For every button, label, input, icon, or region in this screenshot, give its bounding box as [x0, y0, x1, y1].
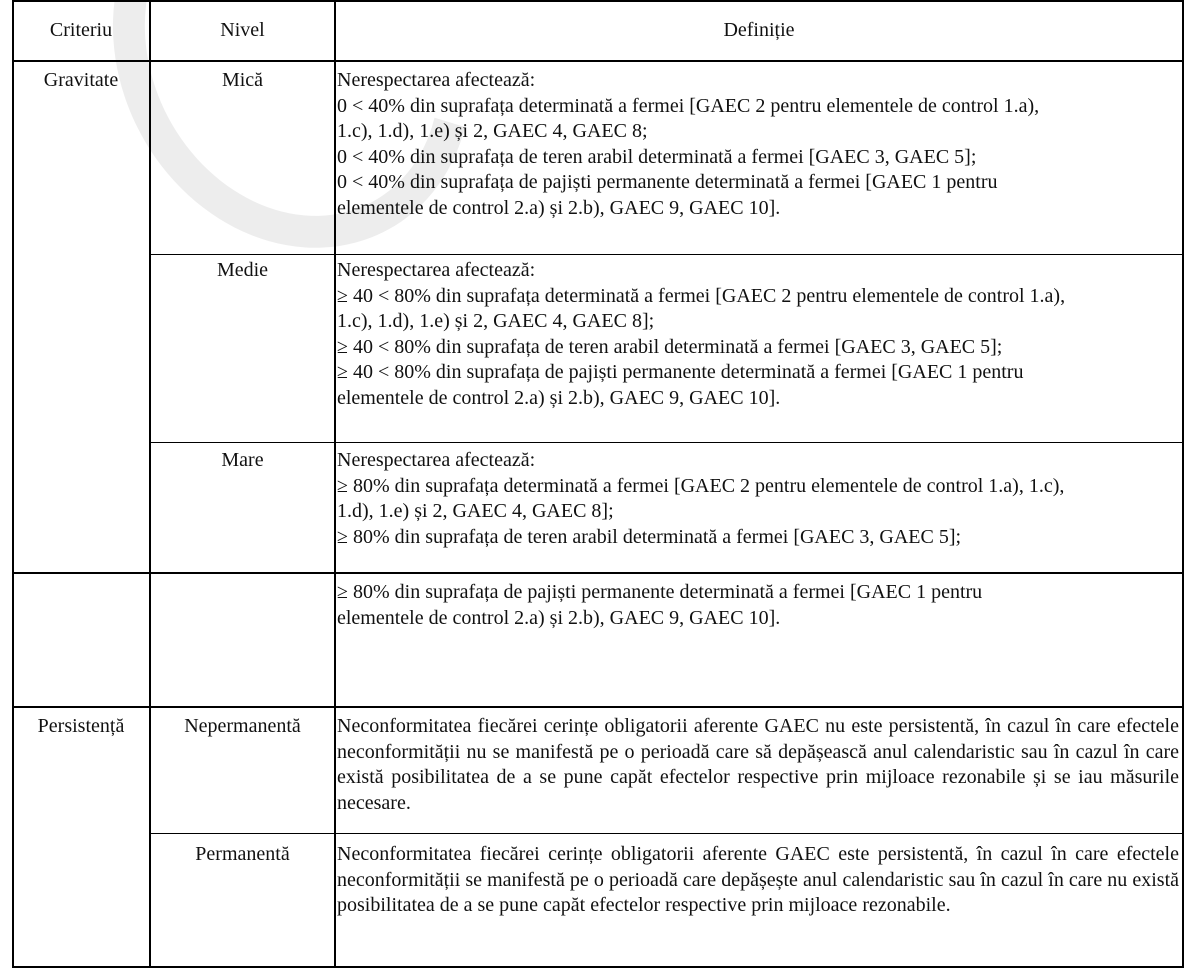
definitie-line: 0 < 40% din suprafața determinată a fermei [GAEC 2 pentru elementele de control 1.a), [337, 94, 1040, 117]
definitie-line: Nerespectarea afectează: [337, 259, 536, 281]
definitie-line: ≥ 80% din suprafața de teren arabil determinată a fermei [GAEC 3, GAEC 5]; [337, 525, 962, 548]
definitie-mare-continuare [335, 580, 1183, 631]
definitie-line: 1.d), 1.e) și 2, GAEC 4, GAEC 8]; [337, 500, 614, 522]
definitie-line: ≥ 40 < 80% din suprafața determinată a fermei [GAEC 2 pentru elementele de control 1.a), [337, 284, 1066, 307]
definitie-line: 0 < 40% din suprafața de teren arabil determinată a fermei [GAEC 3, GAEC 5]; [337, 145, 977, 168]
nivel-nepermanenta: Nepermanentă [184, 715, 301, 737]
definitie-line: ≥ 40 < 80% din suprafața de teren arabil determinată a fermei [GAEC 3, GAEC 5]; [337, 335, 1003, 358]
nivel-medie: Medie [216, 259, 269, 281]
definitie-line: ≥ 80% din suprafața determinată a fermei [GAEC 2 pentru elementele de control 1.a), 1.c), [337, 474, 1065, 497]
definitie-line: 0 < 40% din suprafața de pajiști permanente determinată a fermei [GAEC 1 pentru [337, 171, 998, 193]
nivel-permanenta: Permanentă [195, 843, 290, 865]
header-criteriu: Criteriu [49, 19, 113, 41]
definitie-line: Nerespectarea afectează: [337, 69, 536, 91]
definitie-line: ≥ 40 < 80% din suprafața de pajiști permanente determinată a fermei [GAEC 1 pentru [337, 361, 1024, 383]
definitie-mare [335, 448, 1183, 550]
definitie-mica [335, 68, 1183, 221]
nivel-mare: Mare [221, 449, 264, 471]
definitie-line: ≥ 80% din suprafața de pajiști permanente determinată a fermei [GAEC 1 pentru [337, 581, 983, 603]
definitie-line: elementele de control 2.a) și 2.b), GAEC 9, GAEC 10]. [337, 386, 781, 409]
nivel-mica: Mică [221, 69, 264, 91]
definitie-permanenta: Neconformitatea fiecărei cerințe obligatorii aferente GAEC este persistentă, în cazul în care efectele neconformității se manifestă pe o perioadă care depășește anul calendaristic sau în cazul în care nu există posibilitatea de a se pune capăt efectelor respective prin mijloace rezonabile. [337, 843, 1179, 916]
criteriu-persistenta: Persistență [37, 715, 125, 737]
definitie-line: elementele de control 2.a) și 2.b), GAEC 9, GAEC 10]. [337, 606, 781, 629]
definitie-nepermanenta: Neconformitatea fiecărei cerințe obligatorii aferente GAEC nu este persistentă, în cazul în care efectele neconformității nu se manifestă pe o perioadă care să depășească anul calendaristic sau în cazul în care există posibilitatea de a se pune capăt efectelor respective prin mijloace rezonabile și se iau măsurile necesare. [337, 715, 1179, 814]
criteriu-gravitate: Gravitate [43, 69, 119, 91]
definitie-line: 1.c), 1.d), 1.e) și 2, GAEC 4, GAEC 8; [337, 120, 648, 142]
header-nivel: Nivel [220, 19, 265, 41]
definitie-line: 1.c), 1.d), 1.e) și 2, GAEC 4, GAEC 8]; [337, 310, 655, 332]
definitie-line: Nerespectarea afectează: [337, 449, 536, 471]
definitie-medie [335, 258, 1183, 411]
header-definitie: Definiție [723, 19, 795, 41]
definitie-line: elementele de control 2.a) și 2.b), GAEC 9, GAEC 10]. [337, 196, 781, 219]
